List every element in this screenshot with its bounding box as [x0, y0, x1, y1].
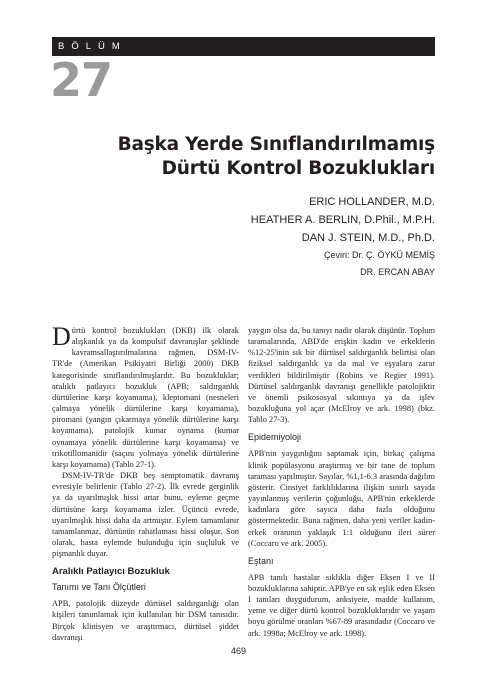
subsection-heading-comorbidity: Eştanı: [248, 555, 274, 566]
author-list: [95, 193, 435, 281]
subsection-heading-epidemiology: Epidemiyoloji: [248, 432, 302, 443]
body-paragraph: DSM-IV-TR'de DKB beş semptomatik davranış evresiyle belirlenir (Tablo 27-2). İlk evrede gerginlik ya da uyarılmışlık hissi artar bunu, eyleme geçme dürtüsüne karşı koyamama izler. Üçüncü evrede, uyarılmışlık hissi daha da artmıştır. Eylem tamamlanır tamamlanmaz, dürtünün rahatlaması hissi oluşur. Son olarak, hasta eylemde bulunduğu için suçluluk ve pişmanlık duyar.: [52, 471, 239, 559]
subsection-heading: Tanımı ve Tanı Ölçütleri: [52, 582, 146, 593]
title-line-2: Dürtü Kontrol Bozuklukları: [161, 158, 435, 179]
body-paragraph: APB tanılı hastalar sıklıkla diğer Eksen I ve II bozukluklarına sahiptir. APB'ye en sık eşlik eden Eksen I tanıları duygudurum, anksiyete, madde kullanım, yeme ve diğer dürtü kontrol bozukluklarıdır ve yaşam boyu görülme oranları %67-89 arasındadır (Coccaro ve ark. 1998a; McElroy ve ark. 1998).: [248, 572, 435, 638]
translator-2: DR. ERCAN ABAY: [360, 267, 435, 277]
title-line-1: Başka Yerde Sınıflandırılmamış: [117, 134, 435, 155]
right-column: [248, 325, 435, 639]
translator-1: Çeviri: Dr. Ç. ÖYKÜ MEMİŞ: [323, 250, 435, 260]
page-number: 469: [230, 646, 247, 656]
left-column: [52, 322, 239, 643]
body-paragraph: APB'nin yaygınlığını saptamak için, birkaç çalışma klinik popülasyonu araştırmış ve bir tane de toplum taraması yapılmıştır. Sayılar, %1,1-6.3 arasında dağılım gösterir. Cinsiyet farklılıklarına ilişkin sınırlı sayıda yayınlanmış verilerin çoğunluğu, APB'nin erkeklerde kadınlara göre sayıca daha fazla olduğunu göstermektedir. Buna rağmen, daha yeni veriler kadın-erkek oranının yaklaşık 1:1 olduğunu ileri sürer (Coccaro ve ark. 2005).: [248, 449, 435, 548]
intro-paragraph: [52, 322, 239, 470]
author-2: HEATHER A. BERLIN, D.Phil., M.P.H.: [250, 214, 435, 226]
author-1: ERIC HOLLANDER, M.D.: [309, 196, 435, 208]
body-paragraph: yaygın olsa da, bu tanıyı nadir olarak düşünür. Toplum taramalarında, ABD'de erişkin kadın ve erkeklerin %12-25'inin sık bir dürtüsel saldırganlık belirtisi olan fiziksel saldırganlık ya da mal ve eşyalara zarar verdikleri bildirilmiştir (Robins ve Regier 1991). Dürtüsel saldırganlık davranışı genellikle patolojiktir ve önemli psikososyal sıkıntıya ya da işlev bozukluğuna yol açar (McElroy ve ark. 1998) (bkz. Tablo 27-3).: [248, 326, 435, 425]
section-heading: Aralıklı Patlayıcı Bozukluk: [52, 566, 170, 578]
chapter-label: BÖLÜM: [58, 41, 127, 52]
intro-paragraph-text: ürtü kontrol bozuklukları (DKB) ilk olarak alışkanlık ya da kompulsif davranışlar şeklinde kavramsallaştırılmalarına rağmen, DSM-IV-TR'de (Amerikan Psikiyatri Birliği 2000) DKB kategorisinde sınıflandırılmışlardır. Bu bozukluklar; aralıklı patlayıcı bozukluk (APB; saldırganlık dürtülerine karşı koyamama), kleptomani (nesneleri çalmaya yönelik dürtülerine karşı koyamama), piromani (yangın çıkarmaya yönelik dürtülerine karşı koyamama), patolojik kumar oynama (kumar oynamaya yönelik dürtülerine karşı koyamama) ve trikotillomanidir (saçını yolmaya yönelik dürtülerine karşı koyamama) (Tablo 27-1).: [52, 326, 239, 469]
body-paragraph: APB, patolojik düzeyde dürtüsel saldırganlığı olan kişileri tanımlamak için kullanılan bir DSM tanısıdır. Birçok klinisyen ve araştırmacı, dürtüsel şiddet davranışı: [52, 599, 239, 642]
chapter-title: [75, 133, 435, 181]
chapter-number: 27: [50, 53, 113, 107]
drop-cap: D: [52, 322, 71, 351]
author-3: DAN J. STEIN, M.D., Ph.D.: [301, 232, 435, 244]
